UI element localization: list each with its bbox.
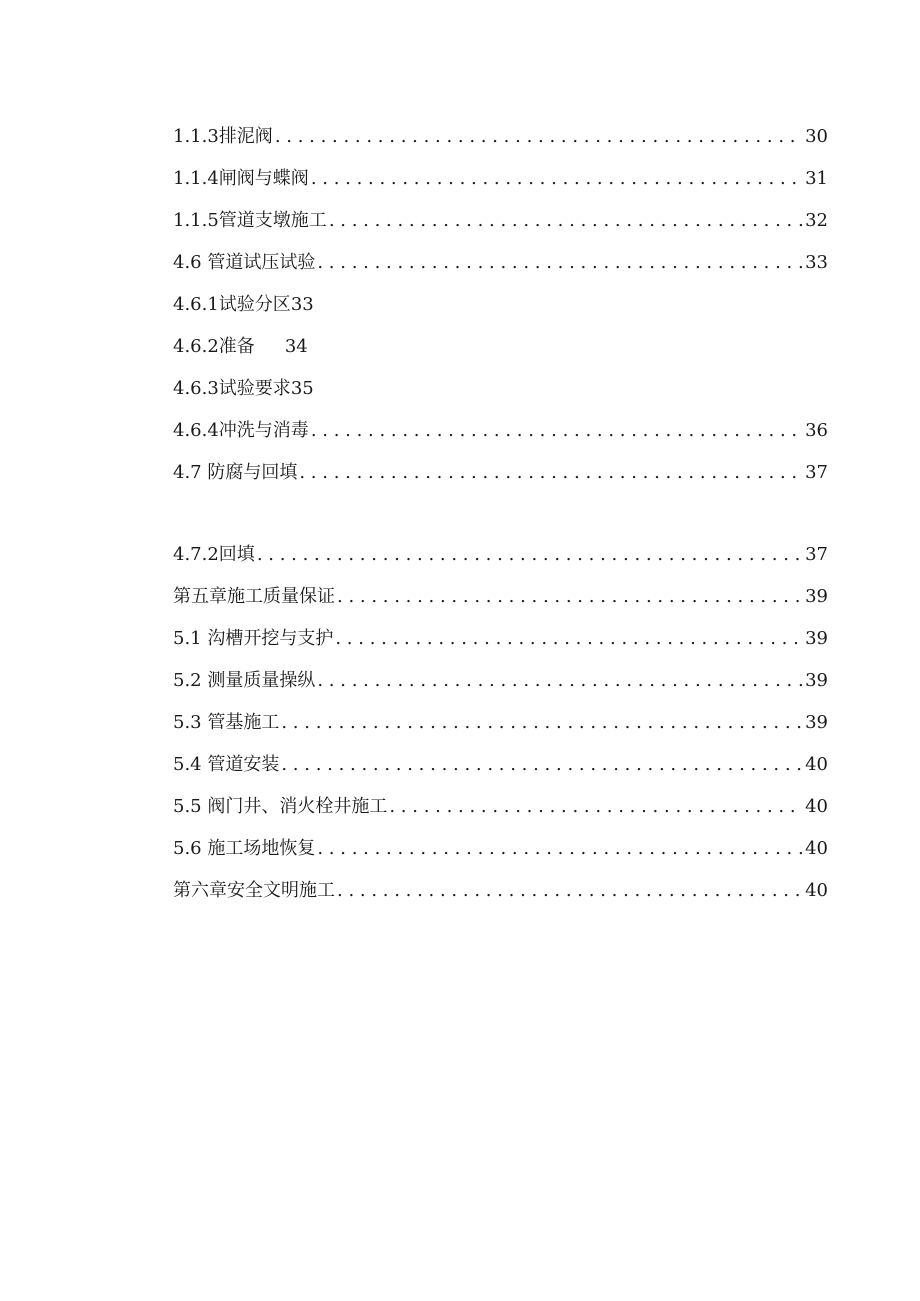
toc-page-number: 30 bbox=[805, 126, 828, 147]
toc-entry[interactable] bbox=[173, 284, 828, 326]
toc-page-number: 32 bbox=[805, 210, 828, 231]
toc-dot-leader bbox=[335, 618, 803, 660]
toc-dot-leader bbox=[299, 452, 803, 494]
toc-page-number: 37 bbox=[805, 462, 828, 483]
toc-entry-title: 5.5 阀门井、消火栓井施工 bbox=[173, 796, 388, 817]
toc-page-number: 39 bbox=[805, 712, 828, 733]
toc-entry[interactable] bbox=[173, 368, 828, 410]
toc-entry[interactable] bbox=[173, 576, 828, 618]
toc-dot-leader bbox=[389, 786, 803, 828]
toc-entry-title: 5.1 沟槽开挖与支护 bbox=[173, 628, 334, 649]
toc-page-number: 39 bbox=[805, 670, 828, 691]
toc-dot-leader bbox=[257, 534, 803, 576]
toc-page-number: 40 bbox=[805, 754, 828, 775]
toc-entry-title: 第五章施工质量保证 bbox=[173, 586, 335, 607]
toc-entry-title: 4.7 防腐与回填 bbox=[173, 462, 298, 483]
toc-dot-leader bbox=[275, 116, 803, 158]
toc-entry[interactable] bbox=[173, 200, 828, 242]
toc-dot-leader bbox=[281, 702, 803, 744]
toc-page-number: 35 bbox=[290, 378, 314, 399]
toc-entry[interactable] bbox=[173, 158, 828, 200]
toc-page-number: 39 bbox=[805, 586, 828, 607]
toc-entry[interactable] bbox=[173, 326, 828, 368]
toc-dot-leader bbox=[337, 576, 803, 618]
toc-page-number: 31 bbox=[805, 168, 828, 189]
table-of-contents bbox=[173, 116, 828, 912]
toc-entry-title: 5.2 测量质量操纵 bbox=[173, 670, 316, 691]
toc-entry[interactable] bbox=[173, 744, 828, 786]
toc-entry[interactable] bbox=[173, 660, 828, 702]
toc-page-number: 33 bbox=[290, 294, 314, 315]
toc-entry-title: 1.1.3排泥阀 bbox=[173, 126, 273, 147]
toc-entry-title: 4.6.3试验要求 bbox=[173, 378, 291, 399]
toc-entry-title: 第六章安全文明施工 bbox=[173, 880, 335, 901]
toc-entry[interactable] bbox=[173, 116, 828, 158]
toc-entry-title: 4.6.1试验分区 bbox=[173, 294, 291, 315]
toc-page-number: 40 bbox=[805, 838, 828, 859]
toc-dot-leader bbox=[311, 410, 803, 452]
toc-dot-leader bbox=[317, 660, 803, 702]
toc-entry[interactable] bbox=[173, 702, 828, 744]
toc-dot-leader bbox=[337, 870, 803, 912]
toc-entry-title: 5.6 施工场地恢复 bbox=[173, 838, 316, 859]
toc-page-number: 40 bbox=[805, 880, 828, 901]
toc-entry-title: 5.3 管基施工 bbox=[173, 712, 280, 733]
toc-entry-title: 4.7.2回填 bbox=[173, 544, 255, 565]
toc-entry-title: 4.6.2准备 bbox=[173, 336, 255, 357]
toc-page-number: 39 bbox=[805, 628, 828, 649]
toc-entry-title: 1.1.4闸阀与蝶阀 bbox=[173, 168, 309, 189]
toc-dot-leader bbox=[317, 828, 803, 870]
toc-dot-leader bbox=[281, 744, 803, 786]
toc-entry-title: 1.1.5管道支墩施工 bbox=[173, 210, 327, 231]
toc-page-number: 40 bbox=[805, 796, 828, 817]
toc-entry-title: 4.6.4冲洗与消毒 bbox=[173, 420, 309, 441]
toc-entry[interactable] bbox=[173, 786, 828, 828]
toc-page-number: 36 bbox=[805, 420, 828, 441]
toc-page-number: 34 bbox=[284, 336, 308, 357]
toc-dot-leader bbox=[311, 158, 803, 200]
toc-entry[interactable] bbox=[173, 534, 828, 576]
toc-entry-title: 4.6 管道试压试验 bbox=[173, 252, 316, 273]
toc-page-number: 33 bbox=[805, 252, 828, 273]
toc-entry[interactable] bbox=[173, 618, 828, 660]
toc-entry-title: 5.4 管道安装 bbox=[173, 754, 280, 775]
toc-entry[interactable] bbox=[173, 828, 828, 870]
toc-entry[interactable] bbox=[173, 870, 828, 912]
toc-dot-leader bbox=[329, 200, 803, 242]
toc-dot-leader bbox=[317, 242, 803, 284]
toc-page-number: 37 bbox=[805, 544, 828, 565]
toc-entry[interactable] bbox=[173, 452, 828, 494]
toc-entry[interactable] bbox=[173, 242, 828, 284]
toc-entry[interactable] bbox=[173, 410, 828, 452]
